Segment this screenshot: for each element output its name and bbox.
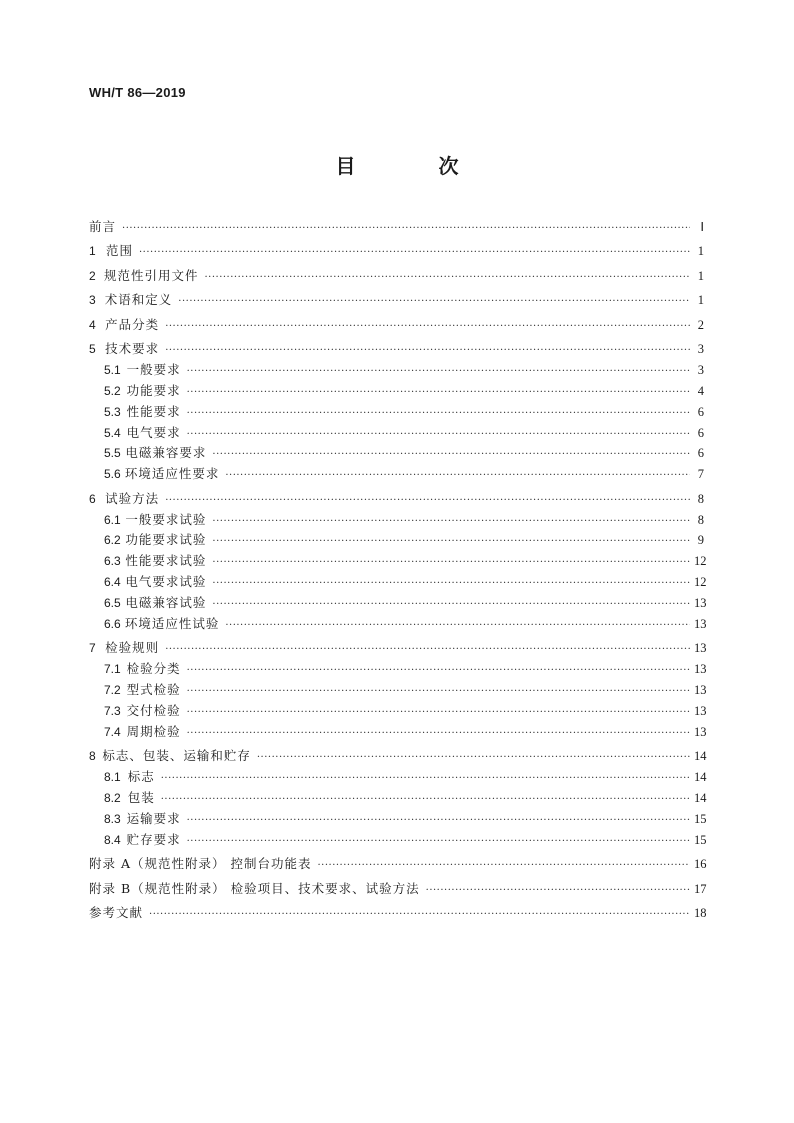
toc-entry-page-number: 16 [694, 857, 707, 872]
toc-dot-leader [187, 665, 690, 676]
toc-entry[interactable] [89, 659, 707, 680]
toc-entry-page-number: Ⅰ [700, 220, 704, 234]
toc-dot-leader [317, 860, 690, 871]
toc-entry-label: 型式检验 [126, 682, 181, 698]
toc-entry-page-number: 15 [694, 812, 707, 827]
toc-entry-page-number: 6 [697, 446, 704, 461]
toc-entry[interactable] [89, 746, 707, 767]
toc-entry-label: 电磁兼容试验 [125, 595, 207, 611]
toc-entry-number: 1 [89, 244, 96, 259]
standard-code: WH/T 86—2019 [89, 85, 186, 100]
toc-entry-label: 一般要求 [126, 361, 181, 377]
toc-dot-leader [187, 707, 690, 718]
toc-entry-page-number: 1 [697, 244, 704, 259]
toc-entry[interactable] [89, 593, 707, 614]
toc-dot-leader [165, 345, 690, 356]
toc-dot-leader [165, 495, 690, 506]
toc-entry[interactable] [89, 423, 704, 444]
toc-entry-page-number: 9 [697, 533, 704, 548]
toc-entry-number: 5 [89, 341, 96, 356]
toc-entry[interactable] [89, 381, 704, 402]
toc-dot-leader [187, 366, 690, 377]
toc-entry-number: 5.1 [104, 362, 121, 377]
toc-entry-label: 产品分类 [105, 316, 160, 332]
toc-entry-number: 5.4 [104, 425, 121, 440]
toc-dot-leader [212, 449, 690, 460]
toc-entry[interactable] [89, 266, 704, 287]
toc-entry-number: 5.2 [104, 383, 121, 398]
toc-entry-number: 8 [89, 749, 96, 764]
toc-entry-label: 环境适应性要求 [124, 466, 220, 482]
toc-dot-leader [187, 686, 690, 697]
toc-dot-leader [187, 429, 690, 440]
toc-entry-number: 4 [89, 317, 96, 332]
toc-entry[interactable] [89, 360, 704, 381]
toc-entry-page-number: 18 [694, 906, 707, 921]
toc-dot-leader [187, 728, 690, 739]
toc-entry-label: 性能要求 [126, 403, 181, 419]
toc-entry[interactable] [89, 510, 704, 531]
toc-dot-leader [212, 578, 690, 589]
toc-entry-label: 周期检验 [126, 723, 181, 739]
toc-entry[interactable] [89, 402, 704, 423]
toc-entry[interactable] [89, 339, 704, 360]
toc-entry-label: 技术要求 [105, 340, 160, 356]
toc-entry-page-number: 17 [694, 881, 707, 896]
toc-dot-leader [187, 836, 690, 847]
toc-entry-page-number: 6 [697, 425, 704, 440]
toc-entry-label: 检验分类 [126, 661, 181, 677]
toc-entry-label: 一般要求试验 [125, 511, 207, 527]
toc-entry[interactable] [89, 722, 707, 743]
toc-entry-number: 8.1 [104, 770, 121, 785]
toc-entry-page-number: 1 [697, 268, 704, 283]
toc-entry-page-number: 7 [697, 467, 704, 482]
toc-entry[interactable] [89, 788, 707, 809]
toc-entry-number: 6.3 [104, 554, 121, 569]
toc-entry-label: 功能要求试验 [125, 532, 207, 548]
toc-dot-leader [161, 794, 690, 805]
toc-entry[interactable] [89, 290, 704, 311]
page-title: 目 次 [335, 154, 497, 178]
toc-entry-page-number: 13 [694, 704, 707, 719]
toc-entry-label: 附录 B（规范性附录） 检验项目、技术要求、试验方法 [89, 880, 420, 896]
toc-entry-label: 参考文献 [89, 905, 144, 921]
toc-entry-label: 附录 A（规范性附录） 控制台功能表 [89, 856, 312, 872]
toc-entry[interactable] [89, 830, 707, 851]
toc-entry[interactable] [89, 217, 704, 238]
toc-entry[interactable] [89, 551, 707, 572]
toc-dot-leader [204, 272, 690, 283]
toc-entry-label: 环境适应性试验 [124, 616, 220, 632]
toc-entry-label: 前言 [89, 219, 117, 234]
toc-entry[interactable] [89, 489, 704, 510]
toc-dot-leader [187, 387, 690, 398]
toc-entry[interactable] [89, 614, 707, 635]
toc-entry-number: 8.2 [104, 791, 121, 806]
toc-entry[interactable] [89, 241, 704, 262]
toc-entry-number: 6.6 [104, 617, 121, 632]
toc-dot-leader [426, 885, 690, 896]
toc-entry-page-number: 12 [694, 554, 707, 569]
toc-entry[interactable] [89, 638, 707, 659]
toc-entry-label: 标志 [127, 769, 155, 785]
toc-entry-page-number: 14 [694, 770, 707, 785]
toc-entry-number: 6.1 [104, 512, 121, 527]
toc-dot-leader [225, 620, 690, 631]
toc-entry-page-number: 13 [694, 724, 707, 739]
toc-entry-page-number: 4 [697, 383, 704, 398]
toc-entry-page-number: 14 [694, 791, 707, 806]
toc-entry-number: 7 [89, 641, 96, 656]
toc-dot-leader [257, 752, 690, 763]
toc-dot-leader [139, 247, 690, 258]
toc-dot-leader [212, 536, 690, 547]
toc-entry-page-number: 13 [694, 662, 707, 677]
toc-dot-leader [212, 516, 690, 527]
toc-entry-number: 3 [89, 293, 96, 308]
toc-entry-number: 6 [89, 491, 96, 506]
toc-entry-number: 6.4 [104, 575, 121, 590]
toc-entry[interactable] [89, 854, 707, 875]
toc-entry-number: 8.3 [104, 812, 121, 827]
toc-entry-label: 范围 [105, 243, 133, 259]
toc-entry-label: 检验规则 [105, 640, 160, 656]
toc-entry-number: 2 [89, 268, 96, 283]
toc-entry[interactable] [89, 680, 707, 701]
toc-dot-leader [187, 408, 690, 419]
toc-entry-number: 7.4 [104, 724, 121, 739]
toc-entry-label: 电气要求 [126, 424, 181, 440]
toc-entry-number: 5.5 [104, 446, 121, 461]
toc-entry-label: 贮存要求 [126, 831, 181, 847]
toc-entry-page-number: 13 [694, 641, 707, 656]
toc-entry[interactable] [89, 464, 704, 485]
toc-entry-page-number: 14 [694, 749, 707, 764]
toc-entry[interactable] [89, 809, 707, 830]
toc-entry-label: 电磁兼容要求 [125, 445, 207, 461]
toc-entry-label: 试验方法 [105, 490, 160, 506]
toc-entry-number: 5.6 [104, 467, 121, 482]
toc-entry-page-number: 13 [694, 683, 707, 698]
toc-dot-leader [212, 599, 690, 610]
toc-entry-page-number: 6 [697, 404, 704, 419]
toc-entry[interactable] [89, 903, 707, 924]
toc-entry-number: 5.3 [104, 404, 121, 419]
toc-entry-label: 功能要求 [126, 382, 181, 398]
toc-entry-label: 性能要求试验 [125, 553, 207, 569]
toc-dot-leader [161, 773, 690, 784]
toc-entry-page-number: 1 [697, 293, 704, 308]
toc-dot-leader [212, 557, 690, 568]
toc-dot-leader [178, 296, 690, 307]
toc-entry-label: 术语和定义 [104, 292, 173, 308]
toc-entry-label: 标志、包装、运输和贮存 [102, 748, 251, 764]
toc-entry-number: 7.1 [104, 662, 121, 677]
toc-entry-page-number: 8 [697, 491, 704, 506]
toc-dot-leader [187, 815, 690, 826]
toc-dot-leader [225, 470, 690, 481]
toc-entry-number: 7.2 [104, 683, 121, 698]
toc-dot-leader [149, 909, 690, 920]
toc-entry[interactable] [89, 315, 704, 336]
toc-entry-page-number: 12 [694, 575, 707, 590]
toc-entry-number: 8.4 [104, 832, 121, 847]
toc-entry[interactable] [89, 572, 707, 593]
toc-entry-label: 包装 [127, 790, 155, 806]
toc-entry-page-number: 13 [694, 596, 707, 611]
toc-entry-page-number: 8 [697, 512, 704, 527]
toc-entry[interactable] [89, 767, 707, 788]
toc-entry-label: 规范性引用文件 [103, 267, 199, 283]
toc-entry-number: 6.2 [104, 533, 121, 548]
toc-entry-page-number: 3 [697, 341, 704, 356]
toc-entry-label: 交付检验 [126, 703, 181, 719]
toc-entry[interactable] [89, 530, 704, 551]
toc-entry-page-number: 3 [697, 362, 704, 377]
table-of-contents [89, 217, 707, 924]
toc-entry-label: 电气要求试验 [125, 574, 207, 590]
toc-entry-number: 6.5 [104, 596, 121, 611]
toc-entry-page-number: 13 [694, 617, 707, 632]
toc-dot-leader [165, 644, 690, 655]
toc-entry-page-number: 15 [694, 832, 707, 847]
toc-entry-label: 运输要求 [126, 811, 181, 827]
toc-dot-leader [165, 321, 690, 332]
toc-entry[interactable] [89, 879, 707, 900]
toc-entry[interactable] [89, 443, 704, 464]
toc-entry-page-number: 2 [697, 317, 704, 332]
toc-entry[interactable] [89, 701, 707, 722]
toc-entry-number: 7.3 [104, 704, 121, 719]
toc-dot-leader [122, 223, 690, 234]
